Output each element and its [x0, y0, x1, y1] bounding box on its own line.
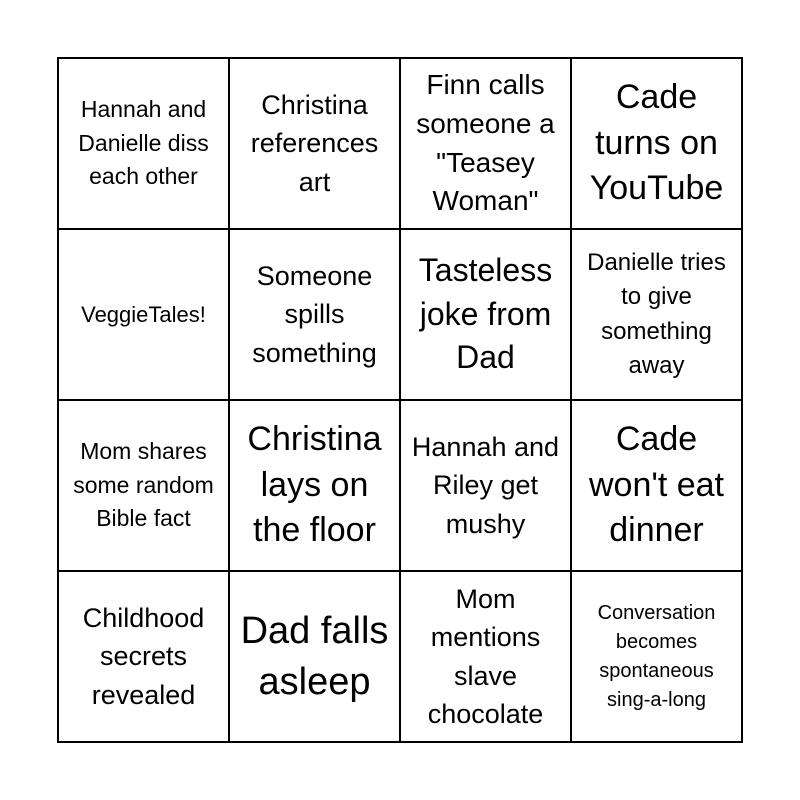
bingo-cell[interactable] [571, 400, 742, 571]
bingo-cell[interactable] [58, 571, 229, 742]
cell-text: Childhood secrets revealed [82, 603, 205, 710]
bingo-cell[interactable] [400, 229, 571, 400]
cell-text: Danielle tries to give something away [587, 249, 726, 379]
bingo-board [57, 57, 743, 743]
bingo-cell[interactable] [229, 229, 400, 400]
cell-text: Someone spills something [252, 261, 377, 368]
cell-text: Christina references art [250, 90, 379, 197]
cell-text: Christina lays on the floor [247, 420, 382, 550]
cell-text: Mom shares some random Bible fact [73, 438, 214, 532]
cell-text: Mom mentions slave chocolate [427, 583, 544, 729]
cell-text: Cade turns on YouTube [589, 78, 724, 208]
cell-text: Hannah and Riley get mushy [411, 432, 560, 539]
bingo-cell[interactable] [400, 400, 571, 571]
bingo-cell[interactable] [571, 229, 742, 400]
cell-text: Finn calls someone a "Teasey Woman" [416, 69, 555, 217]
cell-text: Hannah and Danielle diss each other [78, 96, 209, 190]
bingo-cell[interactable] [58, 58, 229, 229]
bingo-cell[interactable] [400, 58, 571, 229]
bingo-cell[interactable] [229, 400, 400, 571]
cell-text: Conversation becomes spontaneous sing-a-long [597, 601, 716, 711]
bingo-cell[interactable] [229, 571, 400, 742]
bingo-cell[interactable] [571, 58, 742, 229]
cell-text: Dad falls asleep [240, 610, 389, 703]
cell-text: VeggieTales! [81, 301, 206, 327]
bingo-cell[interactable] [571, 571, 742, 742]
bingo-cell[interactable] [400, 571, 571, 742]
bingo-cell[interactable] [229, 58, 400, 229]
bingo-cell[interactable] [58, 229, 229, 400]
bingo-cell[interactable] [58, 400, 229, 571]
cell-text: Tasteless joke from Dad [418, 251, 553, 376]
cell-text: Cade won't eat dinner [588, 420, 725, 550]
